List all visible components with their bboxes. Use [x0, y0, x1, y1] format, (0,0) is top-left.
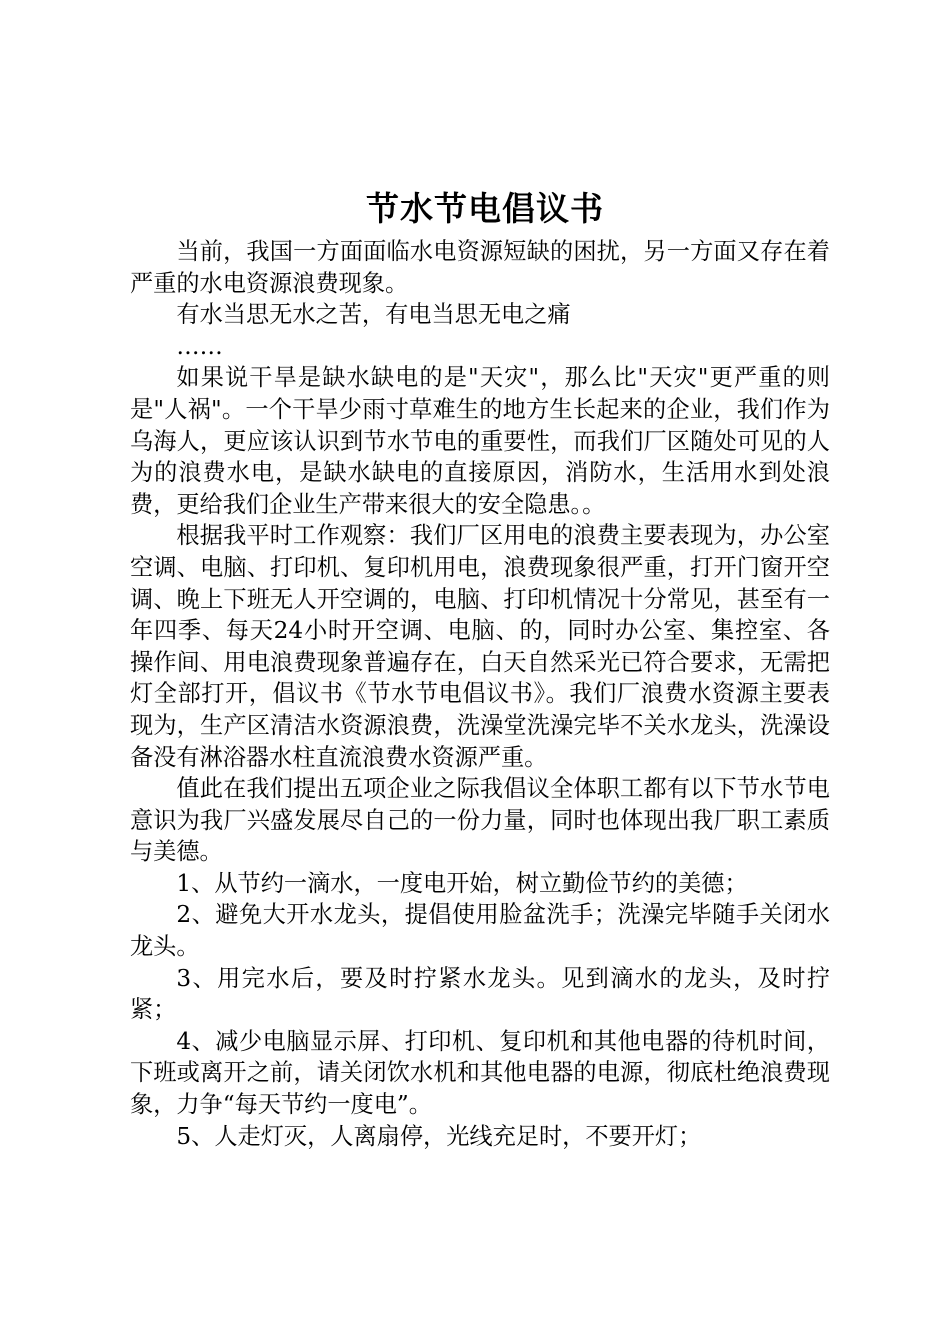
document-body	[130, 236, 830, 1152]
document-title: 节水节电倡议书	[366, 189, 604, 228]
list-item: 5、人走灯灭，人离扇停，光线充足时，不要开灯；	[176, 1122, 702, 1150]
paragraph-observation: 根据我平时工作观察：我们厂区用电的浪费主要表现为，办公室空调、电脑、打印机、复印机用电，浪费现象很严重，打开门窗开空调、晚上下班无人开空调的，电脑、打印机情况十分常见，甚至有一年四季、每天24小时开空调、电脑、的，同时办公室、集控室、各操作间、用电浪费现象普遍存在，白天自然采光已符合要求，无需把灯全部打开，倡议书《节水节电倡议书》。我们厂浪费水资源主要表现为，生产区清洁水资源浪费，洗澡堂洗澡完毕不关水龙头，洗澡设备没有淋浴器水柱直流浪费水资源严重。	[130, 522, 830, 771]
paragraph-slogan: 有水当思无水之苦，有电当思无电之痛	[176, 301, 571, 329]
list-item: 4、减少电脑显示屏、打印机、复印机和其他电器的待机时间，下班或离开之前，请关闭饮水机和其他电器的电源，彻底杜绝浪费现象，力争“每天节约一度电”。	[130, 1027, 830, 1119]
paragraph-disaster: 如果说干旱是缺水缺电的是"天灾"，那么比"天灾"更严重的则是"人祸"。一个干旱少雨寸草难生的地方生长起来的企业，我们作为乌海人，更应该认识到节水节电的重要性，而我们厂区随处可见的人为的浪费水电，是缺水缺电的直接原因，消防水，生活用水到处浪费，更给我们企业生产带来很大的安全隐患。。	[130, 364, 830, 518]
paragraph-proposal: 值此在我们提出五项企业之际我倡议全体职工都有以下节水节电意识为我厂兴盛发展尽自己的一份力量，同时也体现出我厂职工素质与美德。	[130, 775, 830, 866]
list-item: 2、避免大开水龙头，提倡使用脸盆洗手；洗澡完毕随手关闭水龙头。	[130, 901, 830, 961]
paragraph-intro: 当前，我国一方面面临水电资源短缺的困扰，另一方面又存在着严重的水电资源浪费现象。	[130, 238, 830, 297]
document-page	[130, 188, 830, 1152]
list-item: 3、用完水后，要及时拧紧水龙头。见到滴水的龙头，及时拧紧；	[130, 964, 830, 1024]
list-item: 1、从节约一滴水，一度电开始，树立勤俭节约的美德；	[176, 869, 748, 897]
paragraph-ellipsis: ……	[176, 332, 223, 360]
